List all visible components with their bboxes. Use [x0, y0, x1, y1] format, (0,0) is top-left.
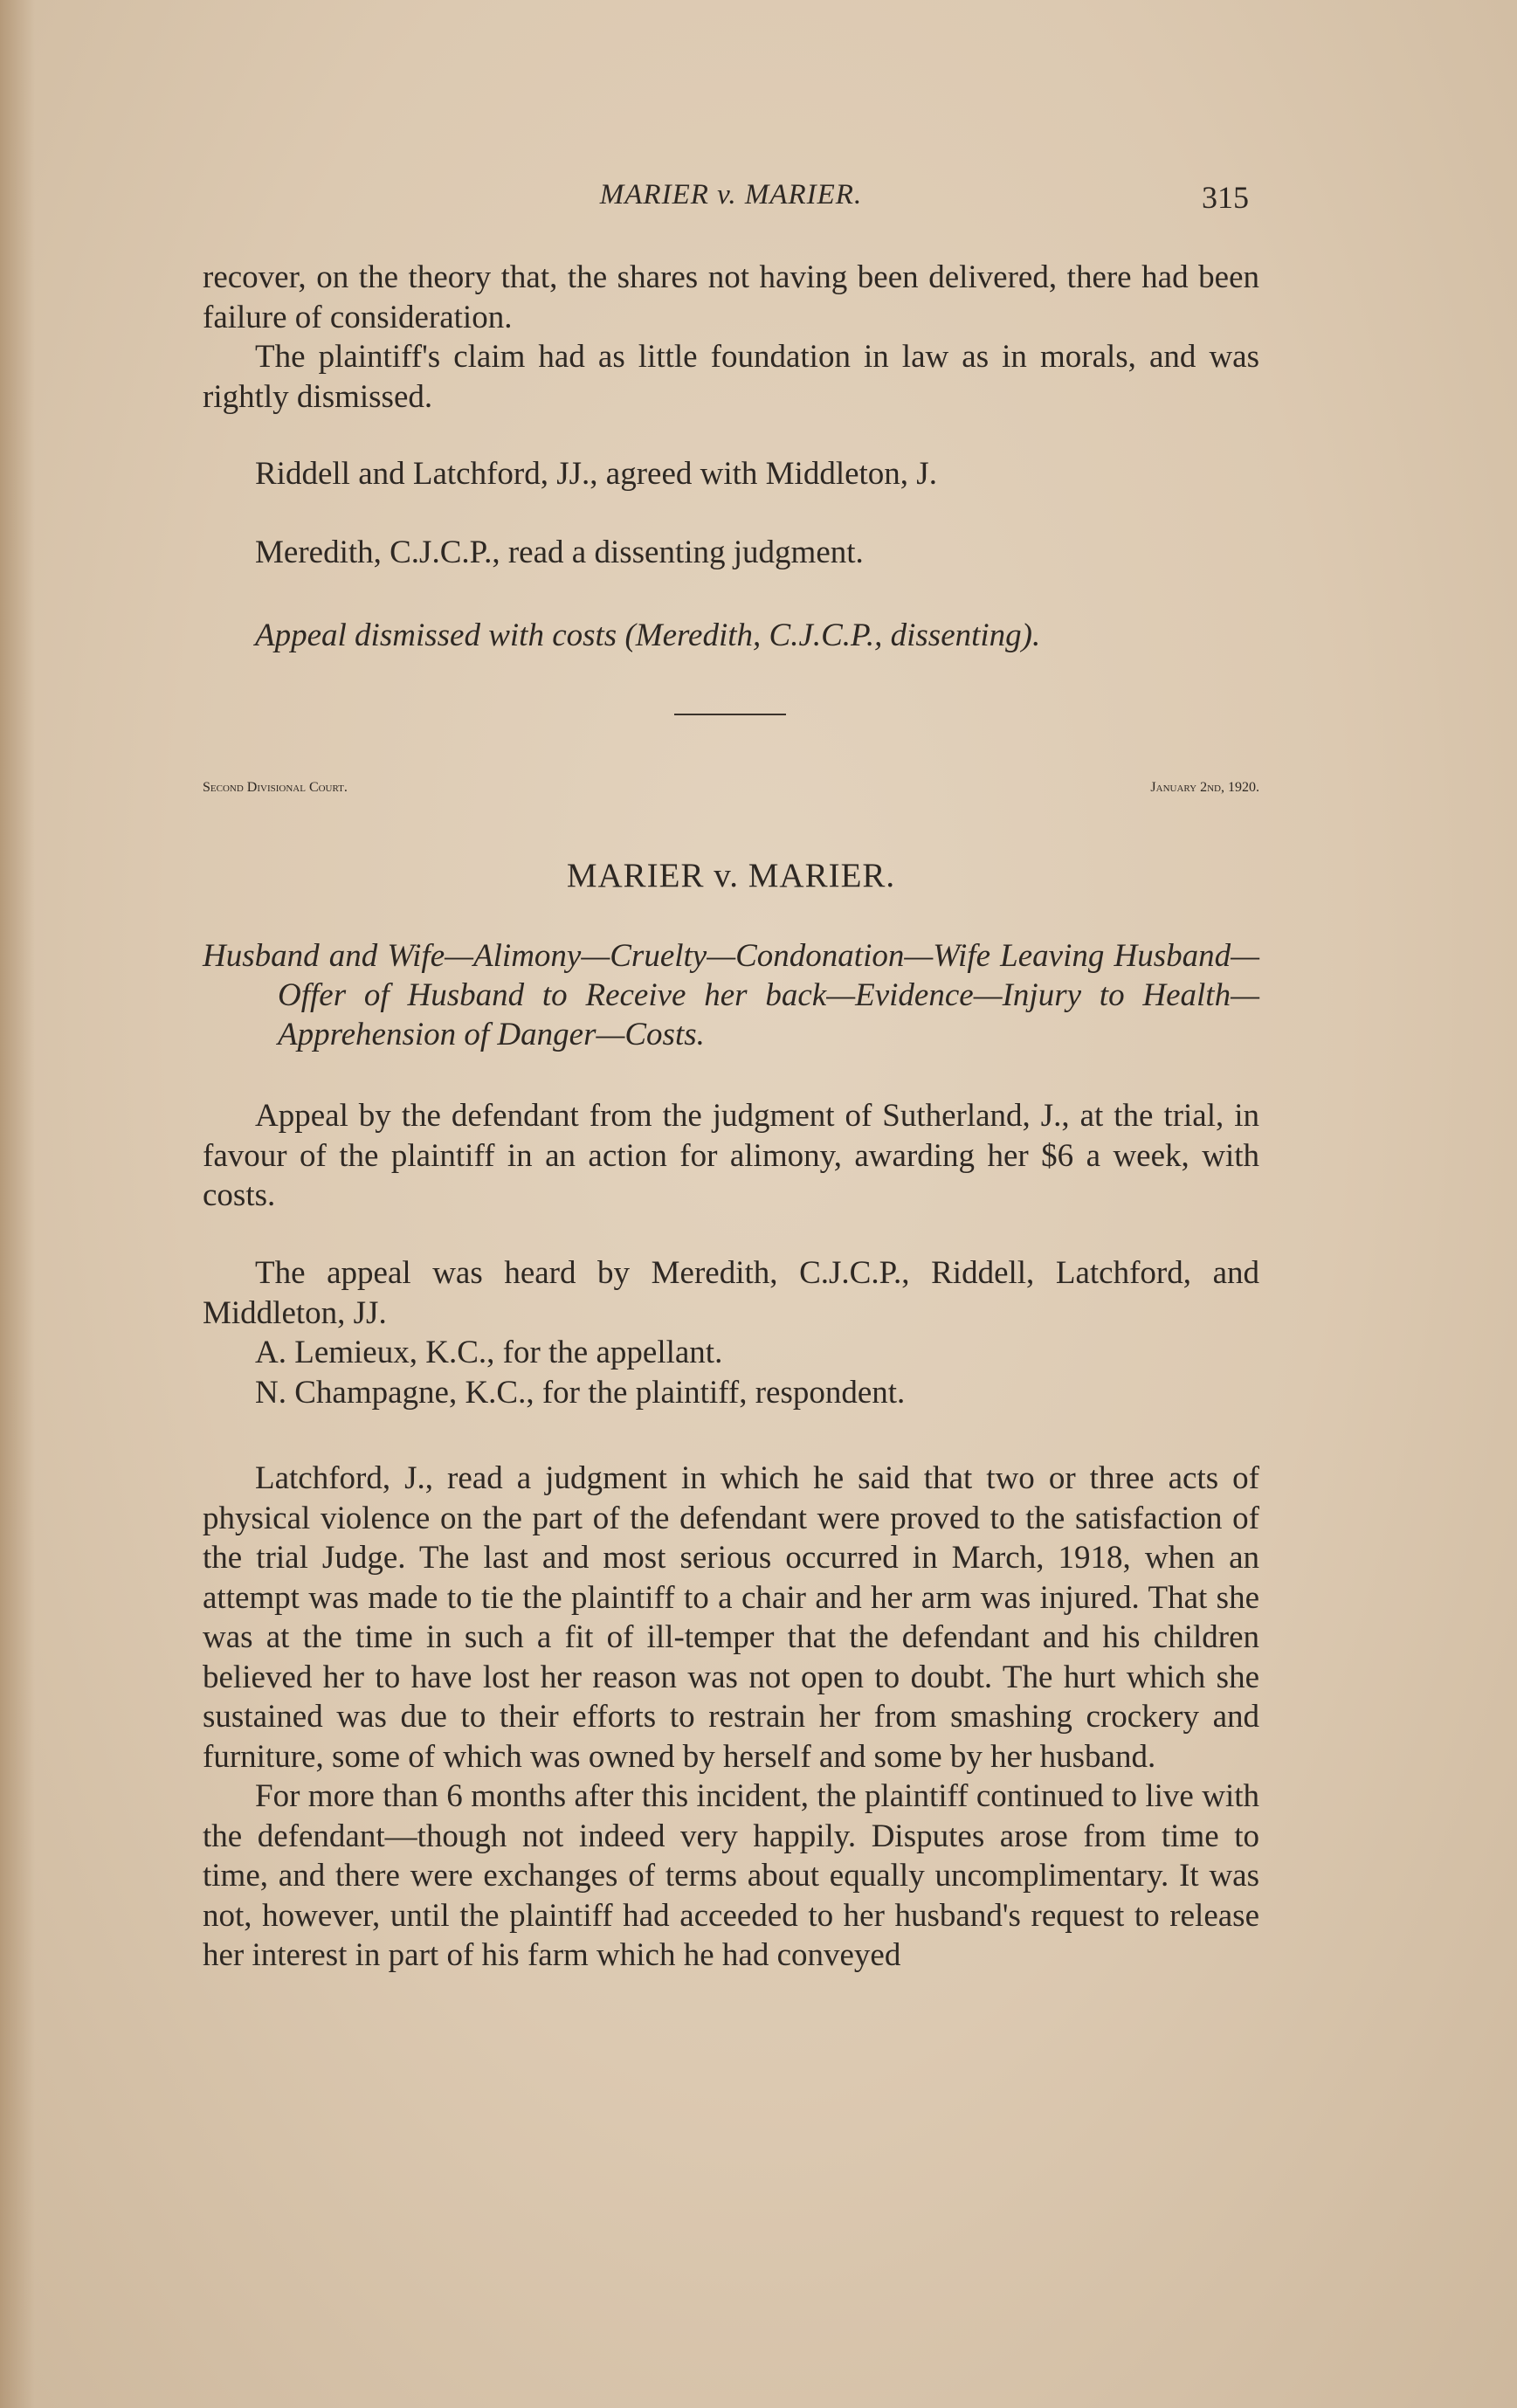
judgment — [203, 1459, 1259, 1976]
court-date: January 2nd, 1920. — [1150, 780, 1259, 795]
page-number: 315 — [1202, 180, 1249, 215]
section-divider — [674, 714, 786, 715]
court-name: Second Divisional Court. — [203, 780, 348, 795]
counsel-appellant: A. Lemieux, K.C., for the appellant. — [255, 1335, 723, 1370]
paragraph: Appeal by the defendant from the judgment of Sutherland, J., at the trial, in favour of the plaintiff in an action for alimony, awarding her $6 a week, with costs. — [203, 1098, 1259, 1213]
counsel-respondent: N. Champagne, K.C., for the plaintiff, respondent. — [255, 1374, 906, 1411]
appeal-statement — [203, 1096, 1259, 1216]
dissent-note — [203, 533, 1259, 573]
running-head — [203, 179, 1259, 219]
paragraph: Riddell and Latchford, JJ., agreed with Middleton, J. — [255, 456, 937, 492]
paragraph: Appeal dismissed with costs (Meredith, C.J.C.P., dissenting). — [255, 618, 1041, 653]
paragraph: The plaintiff's claim had as little foundation in law as in morals, and was rightly dismissed. — [203, 339, 1259, 415]
paragraph: recover, on the theory that, the shares not having been delivered, there had been failure of consideration. — [203, 259, 1259, 335]
hearing-details — [203, 1253, 1259, 1412]
paragraph: Latchford, J., read a judgment in which he said that two or three acts of physical violence on the part of the defendant were proved to the satisfaction of the trial Judge. The last and most serious occurred in March, 1918, when an attempt was made to tie the plaintiff to a chair and her arm was injured. That she was at the time in such a fit of ill-temper that the defendant and his children believed her to have lost her reason was not open to doubt. The hurt which she sustained was due to their efforts to restrain her from smashing crockery and furniture, some of which was owned by herself and some by her husband. — [203, 1460, 1259, 1775]
running-head-title: MARIER v. MARIER. — [599, 179, 863, 210]
headnote: Husband and Wife—Alimony—Cruelty—Condonation—Wife Leaving Husband—Offer of Husband to Receive her back—Evidence—Injury to Health—Apprehension of Danger—Costs. — [203, 938, 1259, 1052]
result-line — [203, 616, 1259, 656]
paragraph: Meredith, C.J.C.P., read a dissenting judgment. — [255, 535, 864, 570]
previous-case-conclusion — [203, 258, 1259, 417]
court-line — [203, 780, 1259, 820]
paragraph: The appeal was heard by Meredith, C.J.C.P., Riddell, Latchford, and Middleton, JJ. — [203, 1255, 1259, 1331]
case-title: MARIER v. MARIER. — [566, 857, 896, 894]
paragraph: For more than 6 months after this incident, the plaintiff continued to live with the defendant—though not indeed very happily. Disputes arose from time to time, and there were exchanges of terms about equally uncomplimentary. It was not, however, until the plaintiff had acceeded to her husband's request to release her interest in part of his farm which he had conveyed — [203, 1778, 1259, 1973]
concurrence — [203, 454, 1259, 494]
